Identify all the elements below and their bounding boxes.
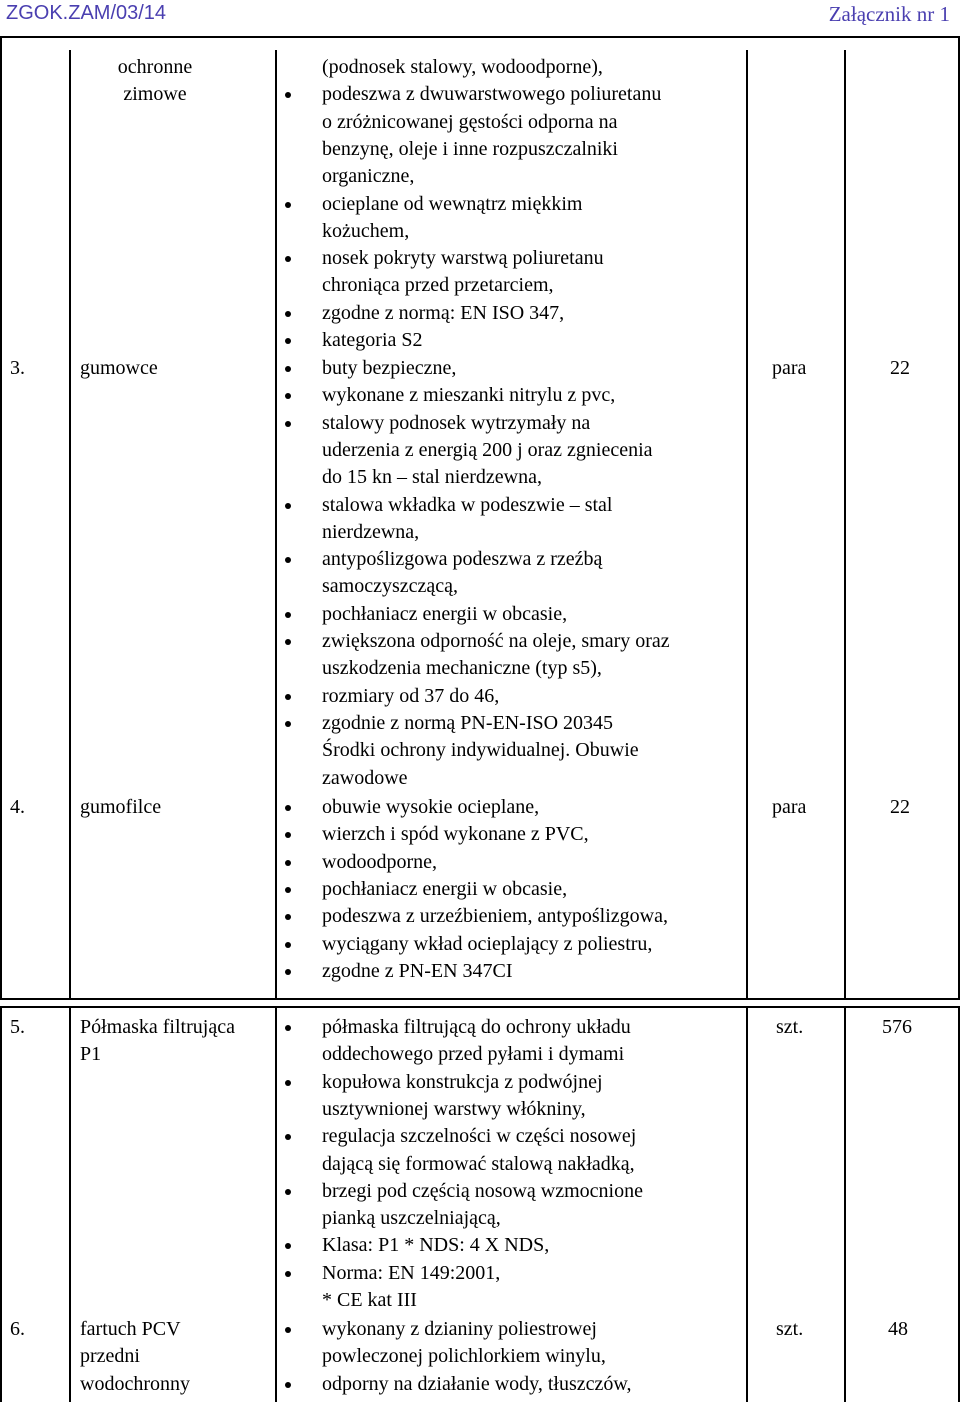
description-line: ocieplane od wewnątrz miękkim	[322, 192, 583, 215]
bullet-icon	[285, 1243, 291, 1249]
header-rule	[0, 36, 960, 38]
item-number: 3.	[10, 357, 25, 379]
page-header	[0, 0, 960, 36]
item-unit: para	[772, 357, 807, 379]
bullet-icon	[285, 612, 291, 618]
description-line: regulacja szczelności w części nosowej	[322, 1125, 637, 1148]
description-line: usztywnionej warstwy włókniny,	[322, 1097, 586, 1120]
description-line: obuwie wysokie ocieplane,	[322, 796, 540, 818]
bullet-icon	[285, 1080, 291, 1086]
bullet-icon	[285, 1382, 291, 1388]
description-line: wodoodporne,	[322, 850, 437, 873]
description-line: antypoślizgowa podeszwa z rzeźbą	[322, 548, 603, 571]
item-name-line: ochronne	[117, 56, 193, 78]
item-name-line: wodochronny	[80, 1372, 190, 1395]
bullet-icon	[285, 311, 291, 317]
bullet-icon	[285, 256, 291, 262]
description-line: podeszwa z dwuwarstwowego poliuretanu	[322, 83, 662, 106]
grid-line	[275, 50, 277, 998]
item-name-line: P1	[80, 1043, 102, 1066]
bullet-icon	[285, 503, 291, 509]
description-line: chroniąca przed przetarciem,	[322, 274, 554, 297]
description-line: zawodowe	[322, 766, 408, 789]
item-name-line: fartuch PCV	[80, 1318, 181, 1340]
grid-line	[958, 36, 960, 998]
grid-line	[0, 36, 2, 998]
bullet-icon	[285, 914, 291, 920]
description-line: zgodne z PN-EN 347CI	[322, 959, 513, 982]
description-line: wykonany z dzianiny poliestrowej	[322, 1318, 597, 1340]
description-line: oddechowego przed pyłami i dymami	[322, 1043, 625, 1066]
item-name	[80, 1014, 235, 1069]
bullet-icon	[285, 1025, 291, 1031]
description-line: kategoria S2	[322, 329, 423, 351]
description-line: pochłaniacz energii w obcasie,	[322, 602, 568, 625]
item-unit: szt.	[776, 1318, 804, 1340]
description-line: odporny na działanie wody, tłuszczów,	[322, 1372, 632, 1395]
item-name: gumowce	[80, 357, 158, 379]
bullet-icon	[285, 1271, 291, 1277]
bullet-icon	[285, 639, 291, 645]
item-unit: para	[772, 796, 807, 818]
description-line: kożuchem,	[322, 219, 410, 242]
item-number: 6.	[10, 1318, 25, 1340]
description-line: stalowa wkładka w podeszwie – stal	[322, 493, 613, 516]
bullet-icon	[285, 805, 291, 811]
item-quantity: 576	[882, 1016, 912, 1038]
item-name	[80, 54, 230, 109]
item-quantity: 22	[890, 357, 910, 379]
description-line: zwiększona odporność na oleje, smary oraz	[322, 630, 670, 652]
grid-line	[275, 1006, 277, 1402]
description-line: samoczyszczącą,	[322, 575, 459, 598]
description-line: zgodne z normą: EN ISO 347,	[322, 301, 565, 324]
bullet-icon	[285, 721, 291, 727]
description-line: buty bezpieczne,	[322, 357, 457, 379]
item-quantity: 48	[888, 1318, 908, 1340]
bullet-icon	[285, 557, 291, 563]
description-line: pochłaniacz energii w obcasie,	[322, 877, 568, 900]
description-line: Środki ochrony indywidualnej. Obuwie	[322, 739, 639, 762]
description-line: brzegi pod częścią nosową wzmocnione	[322, 1179, 643, 1202]
item-quantity: 22	[890, 796, 910, 818]
description-line: nosek pokryty warstwą poliuretanu	[322, 247, 604, 270]
bullet-icon	[285, 694, 291, 700]
bullet-icon	[285, 1134, 291, 1140]
attachment-label: Załącznik nr 1	[828, 2, 950, 26]
item-number: 4.	[10, 796, 25, 818]
description-line: uszkodzenia mechaniczne (typ s5),	[322, 657, 602, 680]
bullet-icon	[285, 887, 291, 893]
grid-line	[844, 1006, 846, 1402]
description-line: * CE kat III	[322, 1289, 417, 1311]
bullet-icon	[285, 969, 291, 975]
description-line: organiczne,	[322, 165, 415, 188]
description-line: rozmiary od 37 do 46,	[322, 684, 500, 707]
document-code: ZGOK.ZAM/03/14	[6, 2, 167, 24]
bullet-icon	[285, 338, 291, 344]
bullet-icon	[285, 860, 291, 866]
item-name-line: przedni	[80, 1345, 140, 1368]
bullet-icon	[285, 421, 291, 427]
bullet-icon	[285, 393, 291, 399]
item-unit: szt.	[776, 1016, 804, 1038]
grid-line	[844, 50, 846, 998]
description-line: benzynę, oleje i inne rozpuszczalniki	[322, 137, 618, 160]
page-top-rule	[0, 1006, 960, 1008]
grid-line	[746, 1006, 748, 1402]
bullet-icon	[285, 202, 291, 208]
page-break-rule	[0, 998, 960, 1000]
description-line: Klasa: P1 * NDS: 4 X NDS,	[322, 1234, 550, 1257]
description-line: wykonane z mieszanki nitrylu z pvc,	[322, 384, 616, 407]
description-line: uderzenia z energią 200 j oraz zgniecenia	[322, 438, 653, 461]
bullet-icon	[285, 366, 291, 372]
grid-line	[0, 1006, 2, 1402]
bullet-icon	[285, 832, 291, 838]
description-line: zgodnie z normą PN-EN-ISO 20345	[322, 711, 614, 734]
description-line: nierdzewna,	[322, 520, 420, 543]
item-name: gumofilce	[80, 796, 162, 818]
bullet-icon	[285, 942, 291, 948]
item-name-line: zimowe	[123, 83, 187, 106]
description-line: dającą się formować stalową nakładką,	[322, 1152, 635, 1175]
description-line: powleczonej polichlorkiem winylu,	[322, 1345, 606, 1368]
grid-line	[69, 1006, 71, 1402]
description-line: do 15 kn – stal nierdzewna,	[322, 466, 542, 489]
item-name-line: Półmaska filtrująca	[80, 1016, 235, 1038]
description-line: (podnosek stalowy, wodoodporne),	[322, 56, 603, 78]
item-number: 5.	[10, 1016, 25, 1038]
bullet-icon	[285, 1327, 291, 1333]
bullet-icon	[285, 92, 291, 98]
item-name	[80, 1316, 190, 1398]
description-line: Norma: EN 149:2001,	[322, 1261, 501, 1284]
grid-line	[746, 50, 748, 998]
description-line: podeszwa z urzeźbieniem, antypoślizgowa,	[322, 905, 668, 928]
description-line: o zróżnicowanej gęstości odporna na	[322, 110, 618, 133]
description-line: wyciągany wkład ocieplający z poliestru,	[322, 932, 653, 955]
grid-line	[958, 1006, 960, 1402]
description-line: kopułowa konstrukcja z podwójnej	[322, 1070, 603, 1093]
description-line: pianką uszczelniającą,	[322, 1207, 501, 1230]
description-line: stalowy podnosek wytrzymały na	[322, 411, 591, 434]
grid-line	[69, 50, 71, 998]
description-line: wierzch i spód wykonane z PVC,	[322, 823, 589, 846]
bullet-icon	[285, 1189, 291, 1195]
description-line: półmaska filtrującą do ochrony układu	[322, 1016, 631, 1038]
